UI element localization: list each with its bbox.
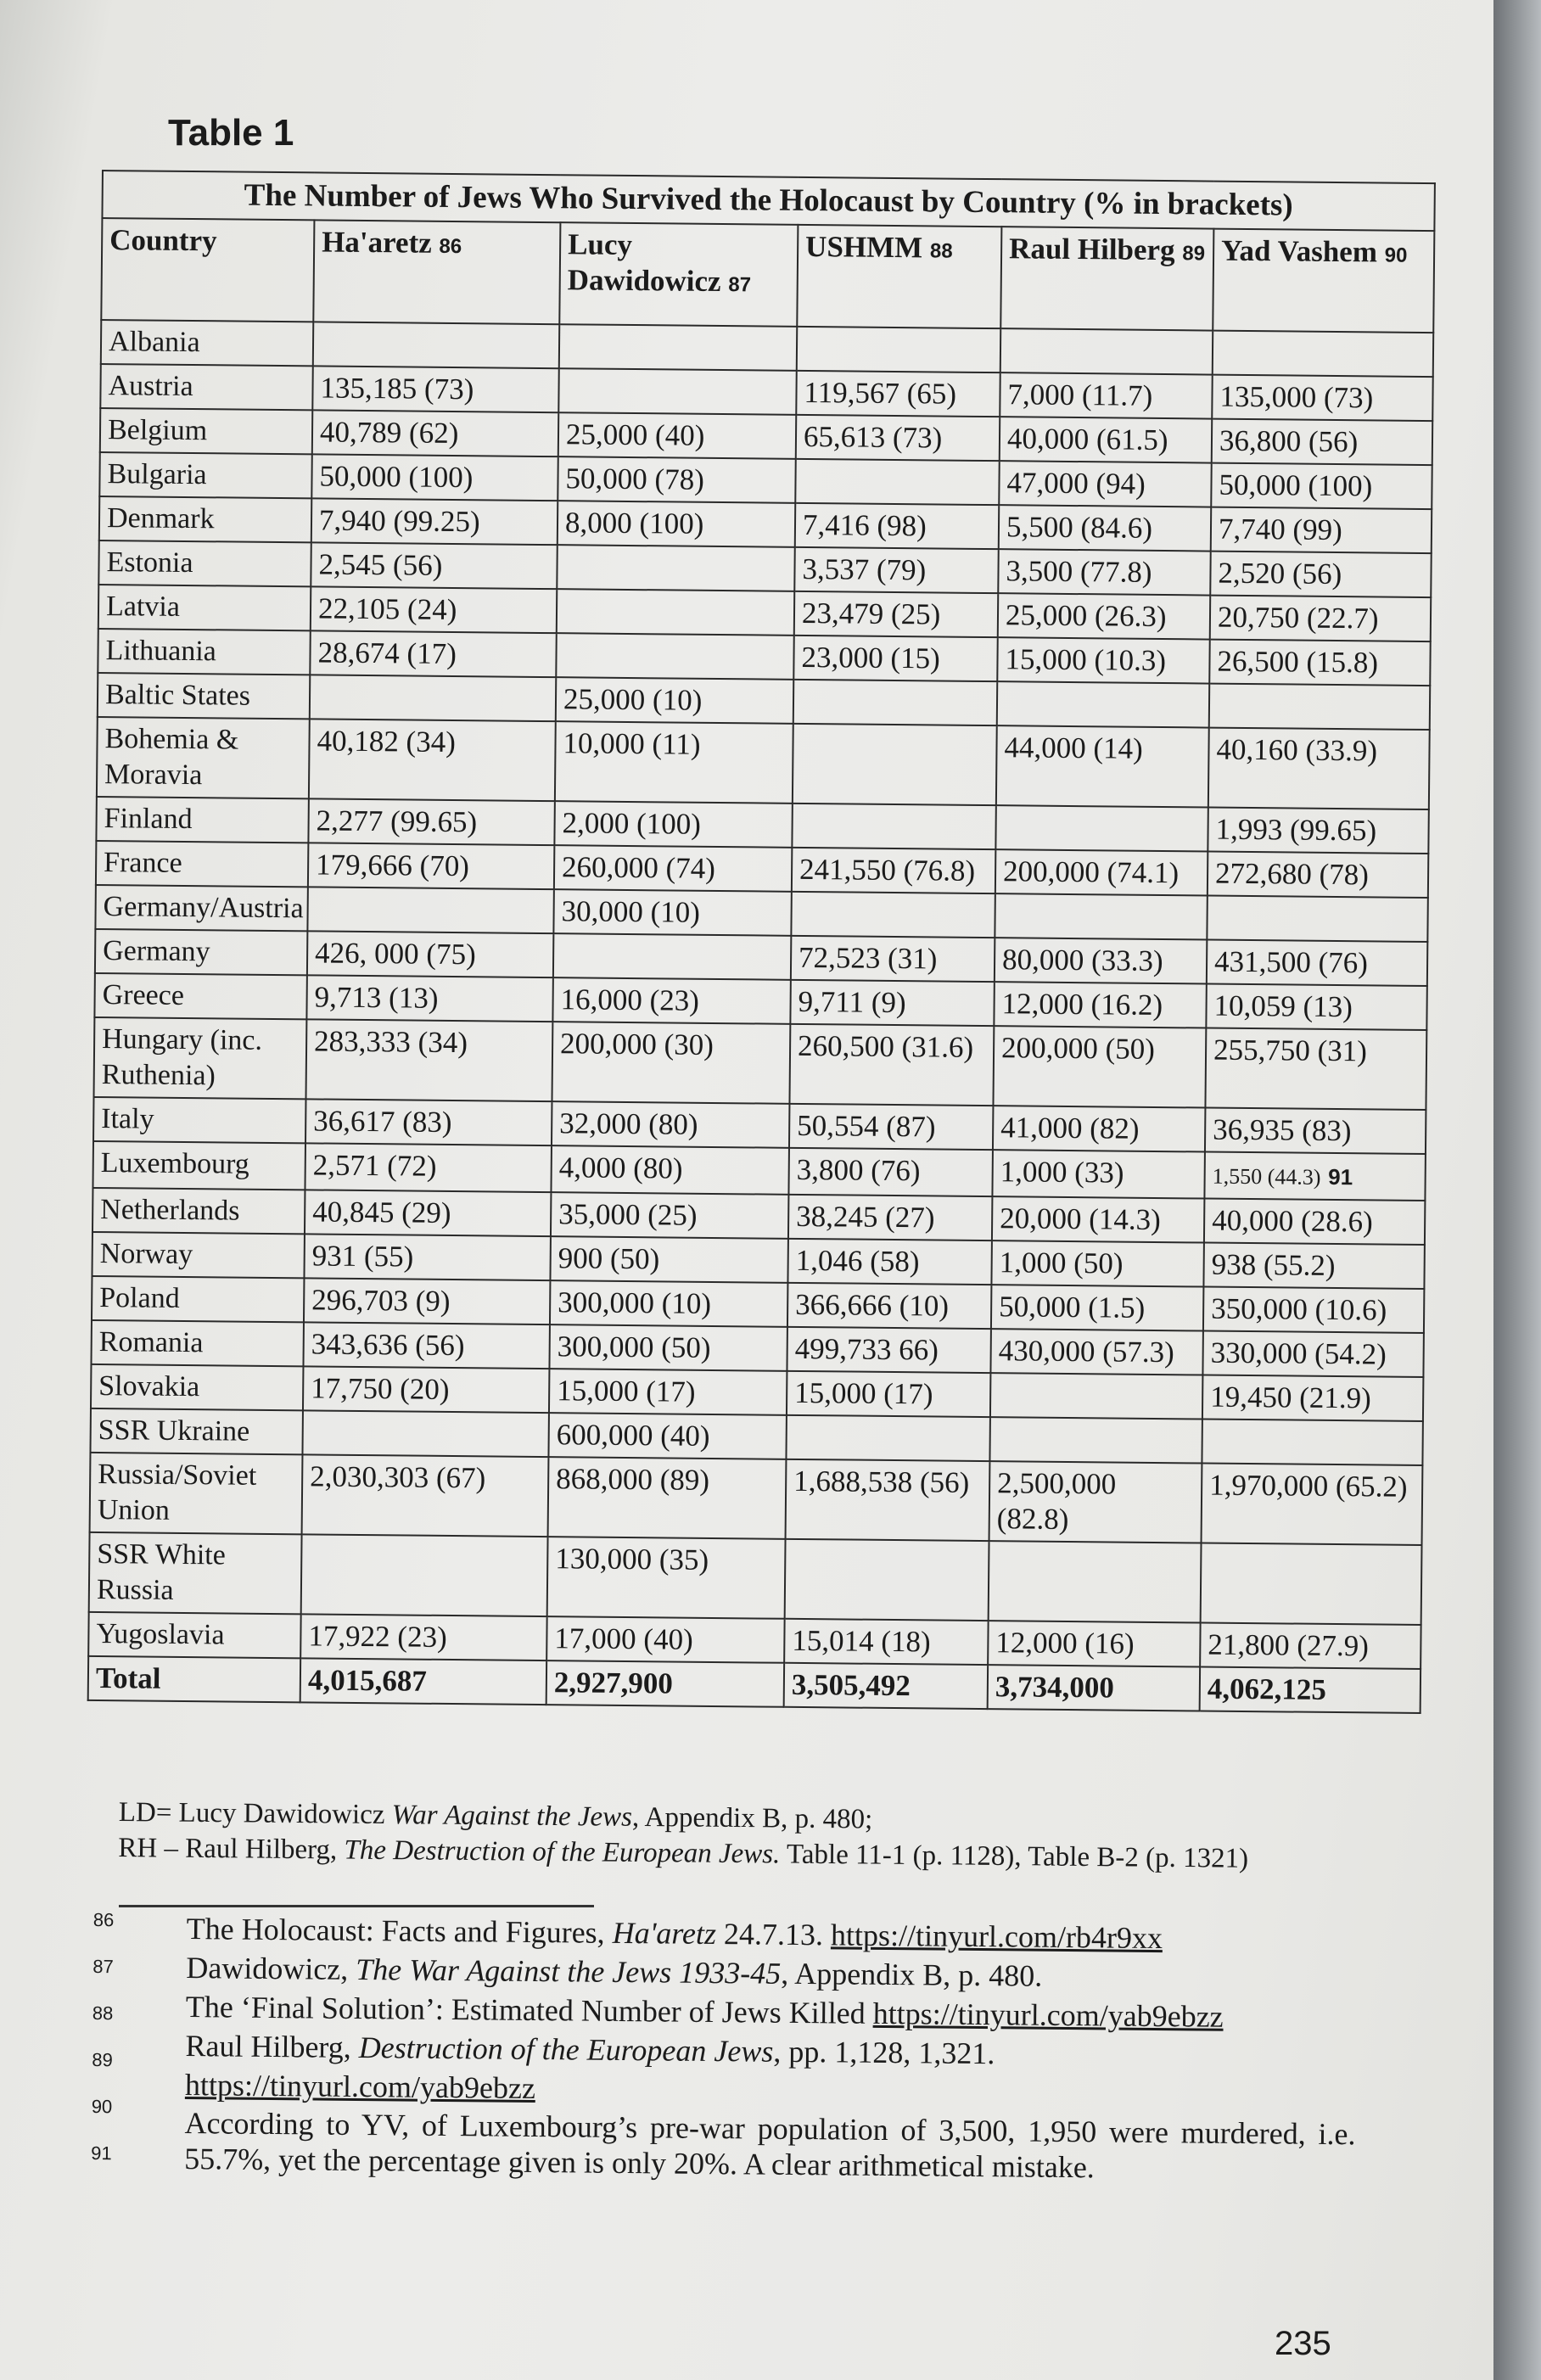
- value-cell: 2,571 (72): [305, 1143, 552, 1192]
- country-cell: Germany: [95, 929, 307, 975]
- country-cell: Latvia: [98, 585, 311, 630]
- value-cell: 9,711 (9): [790, 980, 994, 1026]
- country-cell: SSR Ukraine: [90, 1408, 302, 1454]
- value-cell: 36,617 (83): [305, 1099, 552, 1145]
- total-label: Total: [88, 1656, 300, 1702]
- value-cell: 2,277 (99.65): [308, 798, 554, 845]
- column-header-5: [1213, 229, 1434, 333]
- footnote-90-link[interactable]: https://tinyurl.com/yab9ebzz: [184, 2068, 536, 2106]
- value-cell: 2,030,303 (67): [302, 1454, 549, 1537]
- value-cell: 200,000 (74.1): [995, 849, 1208, 895]
- value-cell: 32,000 (80): [552, 1101, 789, 1148]
- value-cell: [990, 1373, 1202, 1419]
- value-cell: 119,567 (65): [796, 371, 1000, 417]
- value-cell: 868,000 (89): [548, 1457, 787, 1539]
- footnote-number: 91: [91, 2142, 112, 2164]
- book-spine-edge: [1493, 0, 1541, 2380]
- footnote-number: 86: [92, 1909, 115, 1931]
- value-cell: [1202, 1420, 1423, 1465]
- country-cell: Poland: [92, 1276, 304, 1322]
- value-cell: 431,500 (76): [1207, 940, 1428, 986]
- column-header-1: [313, 220, 560, 324]
- value-cell: 260,000 (74): [554, 845, 792, 892]
- value-cell: 7,000 (11.7): [1000, 372, 1212, 418]
- value-cell: 255,750 (31): [1205, 1028, 1426, 1110]
- value-cell: 5,500 (84.6): [999, 505, 1211, 551]
- country-cell: Norway: [92, 1232, 304, 1278]
- value-cell: 366,666 (10): [787, 1283, 991, 1329]
- value-cell: [791, 892, 995, 938]
- value-cell: 25,000 (10): [556, 677, 793, 724]
- value-cell: 130,000 (35): [547, 1537, 786, 1619]
- value-cell: 426, 000 (75): [307, 931, 553, 977]
- value-cell: 241,550 (76.8): [792, 848, 995, 893]
- total-value: 3,734,000: [988, 1665, 1200, 1711]
- value-cell: 50,000 (78): [558, 456, 795, 503]
- table-row: [90, 1453, 1423, 1545]
- value-cell: 25,000 (26.3): [998, 593, 1210, 639]
- value-cell: 931 (55): [304, 1234, 550, 1280]
- value-cell: 3,800 (76): [788, 1148, 993, 1196]
- total-value: 3,505,492: [784, 1663, 988, 1709]
- country-cell: Estonia: [98, 540, 311, 586]
- value-cell: [313, 322, 559, 368]
- value-cell: 40,182 (34): [309, 719, 556, 801]
- column-header-label: Raul Hilberg: [1008, 232, 1175, 267]
- value-cell: 260,500 (31.6): [789, 1024, 994, 1106]
- value-cell: [302, 1410, 548, 1457]
- column-header-label: Ha'aretz: [322, 225, 432, 260]
- value-cell: 272,680 (78): [1208, 852, 1429, 898]
- column-header-label: Country: [109, 223, 217, 258]
- value-cell: 12,000 (16): [988, 1621, 1200, 1666]
- value-cell: 2,520 (56): [1210, 552, 1432, 597]
- footnote-89: Raul Hilberg, Destruction of the European Jews, pp. 1,128, 1,321.: [185, 2029, 995, 2071]
- country-cell: Russia/Soviet Union: [90, 1453, 303, 1534]
- footnote-number: 89: [92, 2048, 113, 2071]
- column-header-label: Lucy Dawidowicz: [567, 227, 721, 299]
- value-cell: [301, 1534, 548, 1616]
- table-body: [88, 320, 1434, 1713]
- survivors-table: [87, 170, 1436, 1714]
- value-cell: 1,993 (99.65): [1208, 808, 1429, 854]
- survivors-table-wrapper: [87, 170, 1434, 1714]
- column-header-label: Yad Vashem: [1220, 233, 1378, 269]
- country-cell: Germany/Austria: [95, 885, 307, 931]
- value-cell: 10,000 (11): [555, 721, 793, 804]
- value-cell: 296,703 (9): [304, 1278, 550, 1324]
- value-cell: 350,000 (10.6): [1203, 1287, 1425, 1333]
- value-cell: 300,000 (50): [549, 1324, 787, 1371]
- footnote-ref-91: 91: [1328, 1163, 1353, 1190]
- footnote-91: According to YV, of Luxembourg’s pre-war population of 3,500, 1,950 were murdered, i.e. 55.7%, yet the percentage given is only 20%. A clear arithmetical mistake.: [183, 2106, 1356, 2185]
- footnotes: [91, 1909, 1366, 2185]
- value-cell: [795, 459, 999, 505]
- legend-ld-suffix: , Appendix B, p. 480;: [631, 1801, 873, 1835]
- country-cell: Hungary (inc. Ruthenia): [94, 1017, 307, 1099]
- value-cell: [792, 804, 995, 849]
- value-cell: 41,000 (82): [993, 1106, 1205, 1151]
- value-cell: 40,160 (33.9): [1208, 728, 1430, 809]
- value-cell: [310, 675, 556, 721]
- footnote-number: 87: [92, 1955, 114, 1978]
- value-cell: [786, 1415, 989, 1461]
- legend-ld-prefix: LD= Lucy Dawidowicz: [118, 1796, 392, 1831]
- value-cell: 36,935 (83): [1205, 1108, 1426, 1154]
- value-cell: 50,000 (1.5): [991, 1285, 1203, 1330]
- value-cell: 12,000 (16.2): [994, 982, 1206, 1028]
- value-cell: [989, 1417, 1202, 1463]
- value-cell: [1209, 684, 1431, 730]
- value-cell: 16,000 (23): [552, 977, 790, 1024]
- value-cell: [995, 805, 1208, 851]
- value-cell: 21,800 (27.9): [1200, 1623, 1421, 1669]
- value-cell: 283,333 (34): [305, 1019, 552, 1101]
- country-cell: Yugoslavia: [88, 1612, 300, 1658]
- value-cell: 200,000 (50): [993, 1026, 1206, 1107]
- column-header-0: [101, 218, 314, 322]
- country-cell: Romania: [91, 1320, 303, 1366]
- value-cell: [307, 887, 553, 933]
- legend-rh-prefix: RH – Raul Hilberg,: [118, 1832, 345, 1866]
- value-cell: [1207, 896, 1428, 942]
- value-cell: 1,688,538 (56): [786, 1459, 990, 1541]
- value-cell: 3,537 (79): [794, 547, 998, 593]
- legend-ld-title: War Against the Jews: [391, 1800, 633, 1833]
- footnote-86: The Holocaust: Facts and Figures, Ha'aretz 24.7.13. https://tinyurl.com/rb4r9xx: [186, 1912, 1163, 1956]
- country-cell: Belgium: [100, 408, 312, 454]
- value-cell: 40,000 (61.5): [1000, 417, 1212, 462]
- value-cell: 40,789 (62): [312, 410, 558, 456]
- footnote-88: The ‘Final Solution’: Estimated Number of Jews Killed https://tinyurl.com/yab9ebzz: [185, 1990, 1224, 2034]
- footnote-number: 88: [92, 2002, 114, 2024]
- value-cell: 135,000 (73): [1212, 375, 1433, 421]
- legend-rh-title: The Destruction of the European Jews.: [344, 1834, 781, 1870]
- value-cell: 23,000 (15): [793, 636, 997, 681]
- value-cell: [558, 368, 796, 415]
- value-cell: 938 (55.2): [1203, 1243, 1425, 1289]
- column-header-4: [1000, 227, 1213, 330]
- column-header-footnote-ref: 90: [1384, 244, 1408, 267]
- country-cell: Luxembourg: [92, 1141, 305, 1190]
- total-value: 4,015,687: [300, 1658, 546, 1705]
- country-cell: Italy: [93, 1097, 305, 1143]
- value-cell: 47,000 (94): [999, 461, 1211, 507]
- value-cell: 10,059 (13): [1206, 984, 1427, 1030]
- legend-rh-suffix: Table 11-1 (p. 1128), Table B-2 (p. 1321): [780, 1839, 1249, 1874]
- value-cell: 23,479 (25): [794, 591, 998, 637]
- value-cell: [559, 324, 797, 371]
- value-cell: [797, 327, 1000, 372]
- value-cell: 15,014 (18): [784, 1619, 988, 1665]
- value-cell: 40,845 (29): [305, 1190, 551, 1236]
- value-cell: 22,105 (24): [311, 586, 557, 633]
- value-cell: 179,666 (70): [308, 843, 554, 889]
- footnote-86-link[interactable]: https://tinyurl.com/rb4r9xx: [830, 1918, 1163, 1956]
- value-cell: 430,000 (57.3): [990, 1329, 1202, 1375]
- value-cell: 2,545 (56): [311, 542, 557, 589]
- value-cell: 26,500 (15.8): [1209, 640, 1431, 686]
- header-row: [101, 218, 1434, 333]
- country-cell: Bohemia & Moravia: [97, 717, 310, 798]
- value-cell: [1000, 328, 1213, 374]
- country-cell: Albania: [101, 320, 313, 366]
- value-cell: 135,185 (73): [312, 366, 558, 412]
- value-cell: 8,000 (100): [558, 501, 795, 547]
- value-cell: [1213, 331, 1434, 377]
- value-cell: [557, 545, 794, 591]
- table-caption: The Number of Jews Who Survived the Holocaust by Country (% in brackets): [102, 171, 1434, 231]
- value-cell: 7,740 (99): [1211, 507, 1432, 553]
- page-number: 235: [1275, 2325, 1331, 2362]
- value-cell: [553, 933, 791, 980]
- value-cell: 20,750 (22.7): [1210, 596, 1432, 641]
- value-cell: 38,245 (27): [788, 1195, 992, 1240]
- column-header-2: [559, 222, 798, 327]
- value-cell: 36,800 (56): [1212, 419, 1433, 465]
- value-cell: [995, 893, 1207, 939]
- column-header-3: [797, 225, 1001, 328]
- value-cell: 15,000 (17): [549, 1369, 787, 1415]
- footnote-texts: [184, 1910, 1358, 2189]
- total-value: 2,927,900: [546, 1660, 784, 1707]
- table-row: [89, 1532, 1422, 1625]
- value-cell: 1,970,000 (65.2): [1202, 1464, 1423, 1545]
- country-cell: Finland: [96, 797, 308, 843]
- value-cell: 80,000 (33.3): [995, 938, 1207, 983]
- country-cell: Denmark: [99, 496, 311, 542]
- value-cell: 600,000 (40): [548, 1413, 786, 1459]
- value-cell: [556, 633, 793, 680]
- country-cell: Slovakia: [91, 1364, 303, 1410]
- value-cell: [557, 589, 794, 636]
- country-cell: Greece: [94, 973, 306, 1019]
- value-cell: 35,000 (25): [551, 1192, 788, 1239]
- column-header-footnote-ref: 89: [1182, 242, 1206, 266]
- value-cell: 72,523 (31): [791, 936, 995, 982]
- value-cell: 330,000 (54.2): [1202, 1331, 1424, 1377]
- value-cell: 17,922 (23): [300, 1614, 546, 1660]
- value-cell: 25,000 (40): [558, 412, 796, 459]
- value-cell: 2,000 (100): [554, 801, 792, 848]
- value-cell: 300,000 (10): [550, 1280, 787, 1327]
- value-cell: 17,000 (40): [546, 1616, 784, 1663]
- footnote-divider: [119, 1905, 594, 1907]
- value-cell: [793, 724, 997, 805]
- value-cell: 44,000 (14): [996, 725, 1209, 807]
- country-cell: Netherlands: [92, 1188, 305, 1234]
- value-cell: 1,046 (58): [787, 1239, 991, 1285]
- value-cell: 28,674 (17): [310, 630, 556, 677]
- value-cell: 900 (50): [550, 1236, 787, 1283]
- value-cell: 3,500 (77.8): [998, 549, 1210, 595]
- table-row: [97, 717, 1430, 809]
- adjacent-page-edge: [0, 34, 34, 798]
- value-cell: 50,000 (100): [1211, 463, 1432, 509]
- table-row: [94, 1017, 1427, 1110]
- value-cell: 15,000 (17): [787, 1371, 990, 1417]
- value-cell: [785, 1539, 989, 1621]
- country-cell: SSR White Russia: [89, 1532, 302, 1614]
- value-cell: [989, 1541, 1202, 1622]
- value-cell: 19,450 (21.9): [1202, 1375, 1424, 1421]
- value-cell: [1201, 1543, 1422, 1625]
- value-cell: 499,733 66): [787, 1327, 990, 1373]
- value-cell: 15,000 (10.3): [997, 637, 1209, 683]
- table-label: Table 1: [168, 112, 294, 154]
- country-cell: France: [96, 841, 308, 887]
- value-cell: 1,550 (44.3) 91: [1204, 1152, 1426, 1201]
- value-cell: 1,000 (50): [991, 1240, 1203, 1286]
- value-cell: 50,554 (87): [789, 1104, 993, 1150]
- value-cell: 20,000 (14.3): [992, 1196, 1204, 1242]
- value-cell: 200,000 (30): [552, 1022, 790, 1104]
- value-cell: 4,000 (80): [551, 1145, 789, 1195]
- country-cell: Lithuania: [98, 629, 310, 675]
- country-cell: Austria: [100, 364, 312, 410]
- total-value: 4,062,125: [1200, 1667, 1421, 1713]
- footnote-number: 90: [91, 2095, 113, 2118]
- column-header-footnote-ref: 87: [728, 273, 752, 297]
- value-cell: 343,636 (56): [303, 1322, 549, 1369]
- country-cell: Baltic States: [98, 673, 310, 719]
- value-cell: 1,000 (33): [992, 1150, 1205, 1198]
- value-cell: [997, 681, 1209, 727]
- footnote-87: Dawidowicz, The War Against the Jews 1933-45, Appendix B, p. 480.: [186, 1951, 1043, 1993]
- value-cell: 40,000 (28.6): [1204, 1199, 1426, 1245]
- value-cell: 65,613 (73): [796, 415, 1000, 461]
- value-cell: 7,940 (99.25): [311, 498, 558, 545]
- value-cell: 9,713 (13): [306, 975, 552, 1022]
- value-cell: 50,000 (100): [311, 454, 558, 501]
- value-cell: [793, 680, 997, 725]
- column-header-label: USHMM: [804, 229, 923, 265]
- source-legend: [118, 1795, 1358, 1878]
- value-cell: 30,000 (10): [553, 889, 791, 936]
- footnote-88-link[interactable]: https://tinyurl.com/yab9ebzz: [872, 1996, 1224, 2034]
- value-cell: 2,500,000 (82.8): [989, 1461, 1202, 1543]
- value-cell: 7,416 (98): [795, 503, 999, 549]
- country-cell: Bulgaria: [99, 452, 311, 498]
- footnote-numbers: [91, 1909, 144, 2190]
- value-cell: 17,750 (20): [303, 1366, 549, 1413]
- column-header-footnote-ref: 88: [929, 239, 953, 263]
- column-header-footnote-ref: 86: [439, 234, 462, 259]
